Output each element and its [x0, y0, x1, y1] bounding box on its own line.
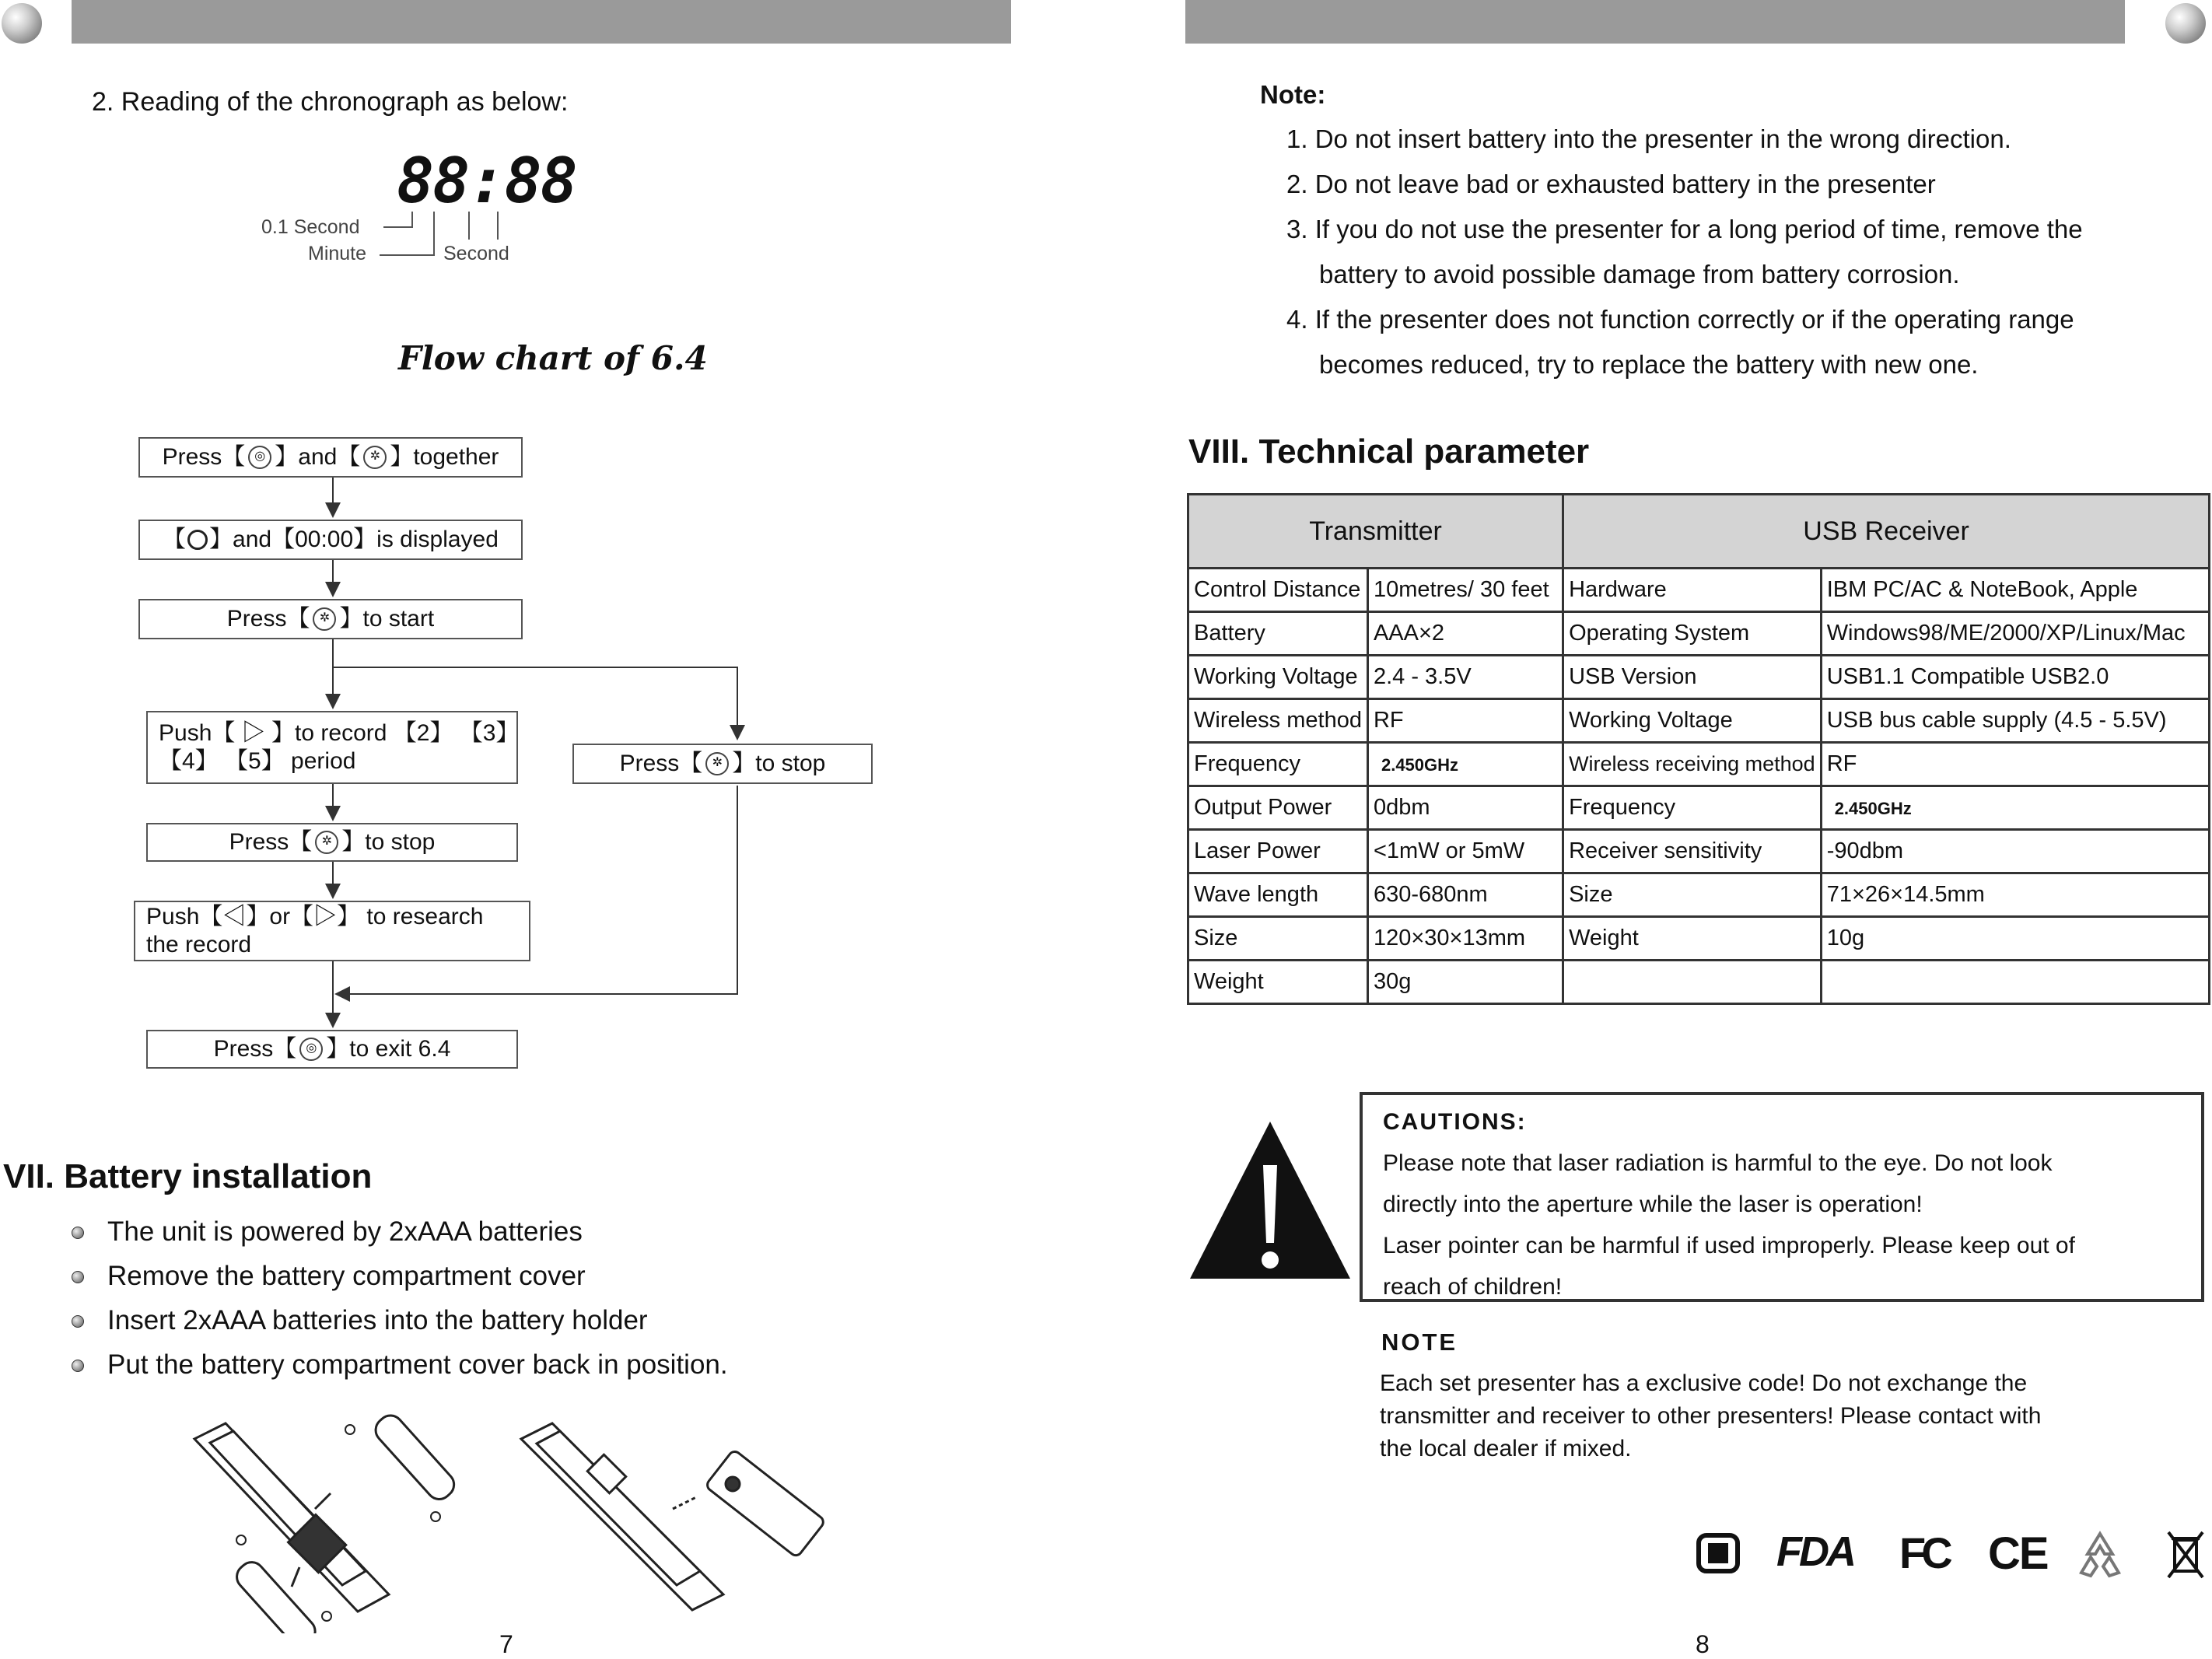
- bullet-icon: [72, 1360, 84, 1372]
- page-number-left: 7: [499, 1630, 513, 1658]
- table-cell: Operating System: [1563, 612, 1822, 656]
- table-cell: Frequency: [1188, 743, 1368, 786]
- table-cell: Receiver sensitivity: [1563, 830, 1822, 873]
- table-cell: 71×26×14.5mm: [1821, 873, 2209, 917]
- weee-bin-icon: [2165, 1529, 2206, 1580]
- flow-text: 】and【: [275, 444, 361, 470]
- note-text: If you do not use the presenter for a long period of time, remove the: [1314, 215, 2083, 243]
- note-list: [1286, 117, 2083, 387]
- battery-insert-illustration: [179, 1408, 459, 1633]
- header-receiver: USB Receiver: [1563, 495, 2210, 569]
- table-header-row: [1188, 495, 2210, 569]
- table-cell: USB1.1 Compatible USB2.0: [1821, 656, 2209, 699]
- list-item-continuation: battery to avoid possible damage from battery corrosion.: [1319, 260, 1960, 289]
- table-cell: Wireless receiving method: [1563, 743, 1822, 786]
- flow-text: Press【: [213, 1036, 297, 1062]
- table-row: [1188, 656, 2210, 699]
- flow-text: 】together: [390, 444, 499, 470]
- table-cell: Size: [1563, 873, 1822, 917]
- cautions-line: Laser pointer can be harmful if used improperly. Please keep out of: [1383, 1233, 2075, 1258]
- note-num: 1.: [1286, 124, 1308, 153]
- chrono-label-minute: Minute: [308, 243, 367, 264]
- note2-line: Each set presenter has a exclusive code! Do not exchange the: [1380, 1370, 2028, 1396]
- flow-box-push-research: [134, 901, 530, 961]
- note2-line: the local dealer if mixed.: [1380, 1436, 1632, 1461]
- list-item: [72, 1342, 728, 1387]
- flow-text: Press【: [162, 444, 246, 470]
- table-cell: -90dbm: [1821, 830, 2209, 873]
- star-button-icon: ✲: [313, 607, 336, 631]
- note-text: If the presenter does not function correctly or if the operating range: [1314, 305, 2074, 334]
- cautions-line: directly into the aperture while the laser is operation!: [1383, 1192, 1923, 1217]
- chrono-label-second: Second: [443, 243, 509, 264]
- table-cell: Weight: [1188, 961, 1368, 1004]
- mode-button-icon: ◎: [248, 446, 271, 469]
- flow-text: 】to stop: [341, 829, 436, 855]
- table-cell: <1mW or 5mW: [1367, 830, 1563, 873]
- table-cell: 630-680nm: [1367, 873, 1563, 917]
- cautions-line: Please note that laser radiation is harmful to the eye. Do not look: [1383, 1150, 2053, 1176]
- frequency-value: 2.450GHz: [1834, 799, 1912, 818]
- note-num: 4.: [1286, 305, 1308, 334]
- note-num: 3.: [1286, 215, 1308, 243]
- star-button-icon: ✲: [705, 752, 729, 775]
- list-item: [72, 1209, 728, 1254]
- table-cell: AAA×2: [1367, 612, 1563, 656]
- circle-icon: [187, 530, 208, 550]
- table-cell: 10g: [1821, 917, 2209, 961]
- step-text: Insert 2xAAA batteries into the battery holder: [107, 1305, 648, 1335]
- fda-logo: FDA: [1776, 1528, 1853, 1575]
- table-cell: RF: [1367, 699, 1563, 743]
- ce-logo: CE: [1988, 1528, 2048, 1579]
- flow-text: Press【: [229, 829, 313, 855]
- spec-table: [1187, 493, 2210, 1005]
- rohs-mark-icon: [1696, 1532, 1742, 1576]
- header-transmitter: Transmitter: [1188, 495, 1563, 569]
- flow-text: the record: [146, 932, 252, 957]
- table-cell: USB bus cable supply (4.5 - 5.5V): [1821, 699, 2209, 743]
- table-cell: IBM PC/AC & NoteBook, Apple: [1821, 569, 2209, 612]
- mode-button-icon: ◎: [299, 1038, 323, 1061]
- flow-text: Press【: [619, 751, 703, 776]
- star-button-icon: ✲: [315, 831, 338, 854]
- flow-box-press-stop: [146, 823, 518, 862]
- cautions-box: [1360, 1092, 2204, 1302]
- flow-box-side-press-stop: [572, 744, 873, 784]
- list-item: [1286, 297, 2083, 342]
- note-title: Note:: [1260, 80, 1326, 109]
- page-number-right: 8: [1696, 1630, 1710, 1658]
- table-cell: Control Distance: [1188, 569, 1368, 612]
- table-cell: Hardware: [1563, 569, 1822, 612]
- note2-title: NOTE: [1381, 1328, 1458, 1356]
- flow-box-press-together: [138, 437, 523, 478]
- warning-triangle-icon: [1187, 1118, 1353, 1282]
- list-item: [1286, 117, 2083, 162]
- recycle-icon: [2074, 1529, 2126, 1580]
- flow-text: 】to stop: [732, 751, 826, 776]
- table-cell: Frequency: [1563, 786, 1822, 830]
- list-item: [1286, 162, 2083, 207]
- table-row: [1188, 873, 2210, 917]
- table-row: [1188, 699, 2210, 743]
- table-cell: Output Power: [1188, 786, 1368, 830]
- battery-steps-list: [72, 1209, 728, 1387]
- table-cell: Weight: [1563, 917, 1822, 961]
- table-cell: 120×30×13mm: [1367, 917, 1563, 961]
- table-row: [1188, 612, 2210, 656]
- cautions-title: CAUTIONS:: [1383, 1109, 1527, 1135]
- corner-ornament-right: [2165, 3, 2206, 44]
- step-text: Put the battery compartment cover back in position.: [107, 1349, 728, 1380]
- list-item: [72, 1254, 728, 1298]
- flow-text: Press【: [226, 606, 310, 632]
- flow-text: Push【◁】or【▷】 to research: [146, 904, 484, 929]
- flow-box-press-exit: [146, 1030, 518, 1069]
- frequency-value: 2.450GHz: [1381, 755, 1459, 775]
- bullet-icon: [72, 1271, 84, 1283]
- table-row: [1188, 917, 2210, 961]
- flow-box-press-start: [138, 599, 523, 639]
- cover-replace-illustration: [513, 1416, 824, 1618]
- table-cell: [1367, 743, 1563, 786]
- flow-box-push-record: [146, 711, 518, 784]
- chrono-label-tenth-second: 0.1 Second: [261, 216, 360, 238]
- table-cell: Laser Power: [1188, 830, 1368, 873]
- list-item-continuation: becomes reduced, try to replace the battery with new one.: [1319, 350, 1979, 379]
- table-cell: RF: [1821, 743, 2209, 786]
- flow-text: 】and【00:00】is displayed: [209, 527, 499, 552]
- table-cell: 2.4 - 3.5V: [1367, 656, 1563, 699]
- note-num: 2.: [1286, 170, 1308, 198]
- star-button-icon: ✲: [363, 446, 387, 469]
- flow-text: 】to start: [339, 606, 435, 632]
- table-cell: Size: [1188, 917, 1368, 961]
- chrono-display: 88:88: [397, 145, 576, 217]
- table-row: [1188, 961, 2210, 1004]
- note2-body: [1380, 1367, 2041, 1465]
- note-text: Do not insert battery into the presenter in the wrong direction.: [1314, 124, 2011, 153]
- table-cell: Working Voltage: [1563, 699, 1822, 743]
- flow-text: 【: [163, 527, 187, 552]
- flow-text: 【4】 【5】 period: [159, 748, 356, 774]
- table-cell: Wireless method: [1188, 699, 1368, 743]
- step-text: Remove the battery compartment cover: [107, 1261, 586, 1291]
- flow-text: 】to exit 6.4: [326, 1036, 451, 1062]
- table-cell: [1563, 961, 1822, 1004]
- table-cell: Working Voltage: [1188, 656, 1368, 699]
- bullet-icon: [72, 1315, 84, 1328]
- flow-chart-title: Flow chart of 6.4: [398, 339, 708, 377]
- header-bar-right: [1185, 0, 2125, 44]
- chrono-heading: 2. Reading of the chronograph as below:: [92, 87, 569, 117]
- list-item: [1286, 207, 2083, 252]
- list-item: [72, 1298, 728, 1342]
- step-text: The unit is powered by 2xAAA batteries: [107, 1216, 583, 1247]
- note2-line: transmitter and receiver to other presenters! Please contact with: [1380, 1403, 2042, 1429]
- technical-parameter-title: VIII. Technical parameter: [1188, 432, 1590, 471]
- cautions-line: reach of children!: [1383, 1274, 1563, 1300]
- table-cell: [1821, 786, 2209, 830]
- table-row: [1188, 830, 2210, 873]
- fc-logo: FC: [1899, 1528, 1948, 1577]
- battery-installation-title: VII. Battery installation: [3, 1157, 373, 1195]
- bullet-icon: [72, 1227, 84, 1239]
- table-cell: Windows98/ME/2000/XP/Linux/Mac: [1821, 612, 2209, 656]
- table-row: [1188, 743, 2210, 786]
- table-cell: Wave length: [1188, 873, 1368, 917]
- table-cell: USB Version: [1563, 656, 1822, 699]
- flow-text: Push【 ▷ 】to record 【2】 【3】: [159, 720, 520, 746]
- table-row: [1188, 569, 2210, 612]
- table-row: [1188, 786, 2210, 830]
- table-cell: 10metres/ 30 feet: [1367, 569, 1563, 612]
- flow-box-displayed: [138, 520, 523, 560]
- table-cell: 0dbm: [1367, 786, 1563, 830]
- table-cell: 30g: [1367, 961, 1563, 1004]
- table-cell: [1821, 961, 2209, 1004]
- table-cell: Battery: [1188, 612, 1368, 656]
- note-text: Do not leave bad or exhausted battery in the presenter: [1314, 170, 1936, 198]
- certification-logos: [1696, 1526, 2209, 1580]
